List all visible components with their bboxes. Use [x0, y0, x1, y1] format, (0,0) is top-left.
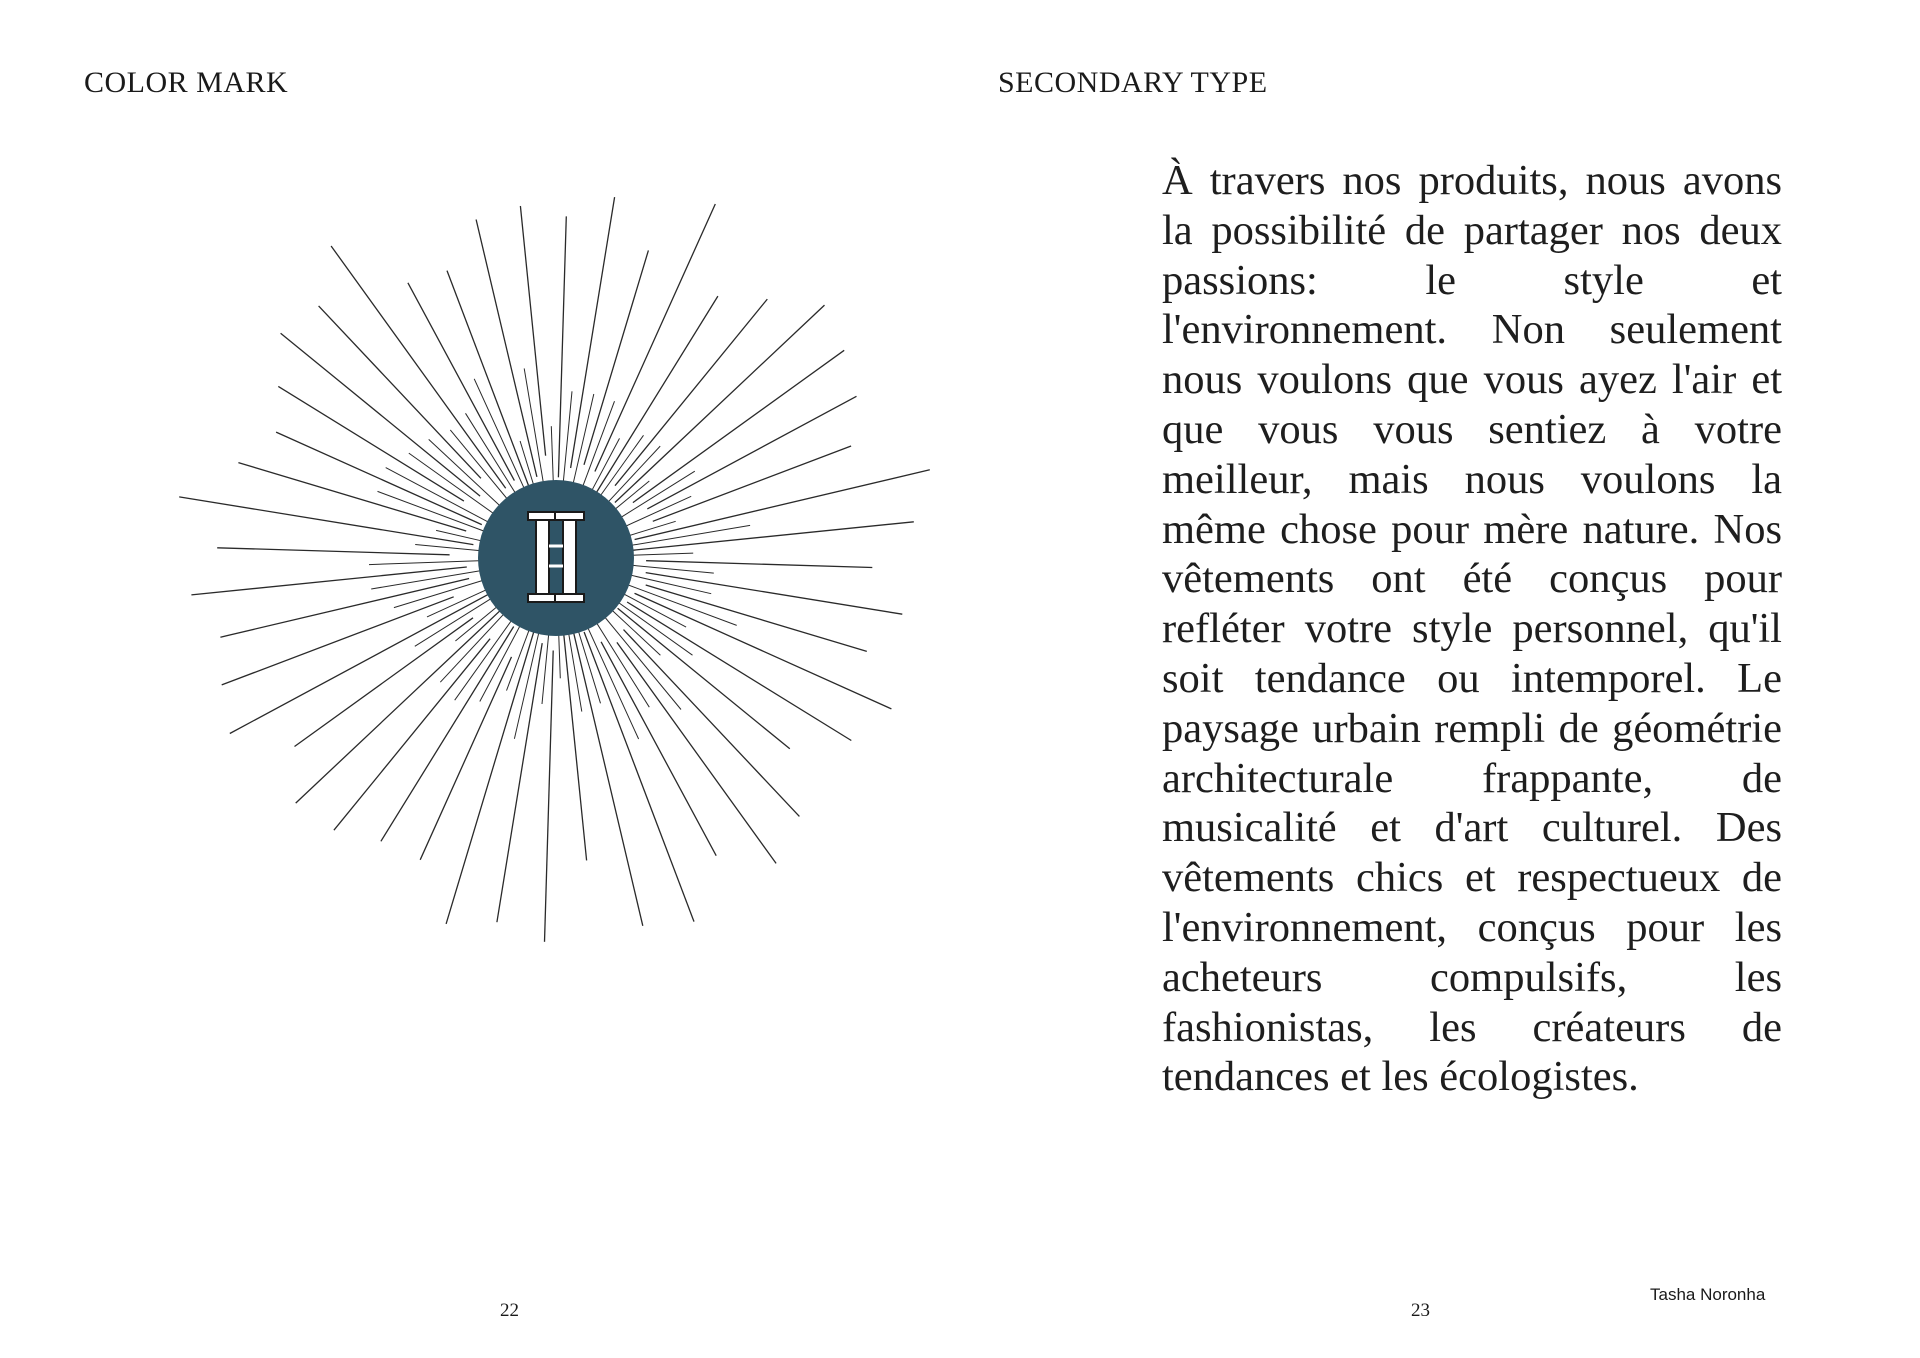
sunburst-ray — [415, 545, 486, 552]
sunburst-mark — [156, 150, 956, 970]
sunburst-ray — [584, 632, 694, 922]
sunburst-ray — [571, 197, 615, 468]
sunburst-ray — [427, 587, 492, 617]
sunburst-ray — [617, 642, 776, 863]
sunburst-ray — [584, 250, 648, 464]
sunburst-ray — [595, 204, 715, 472]
sunburst-ray — [281, 333, 481, 496]
sunburst-ray — [296, 608, 503, 803]
sunburst-ray — [447, 271, 531, 493]
page-number-right: 23 — [1411, 1300, 1430, 1321]
sunburst-ray — [545, 651, 554, 942]
sunburst-ray — [622, 583, 737, 626]
sunburst-ray — [646, 561, 872, 568]
sunburst-ray — [646, 585, 867, 651]
sunburst-ray — [647, 396, 856, 509]
sunburst-ray — [446, 629, 534, 924]
sunburst-ray — [415, 595, 497, 646]
sunburst-ray — [626, 565, 714, 573]
author-credit: Tasha Noronha — [1650, 1285, 1766, 1304]
section-title-color-mark: COLOR MARK — [84, 66, 289, 99]
sunburst-ray — [596, 296, 718, 494]
sunburst-ray — [278, 386, 464, 501]
sunburst-ray — [625, 525, 750, 546]
sunburst-ray — [615, 299, 767, 486]
sunburst-ray — [524, 368, 544, 489]
sunburst-ray — [331, 246, 506, 488]
sunburst-ray — [381, 627, 514, 842]
sunburst-ray — [295, 618, 474, 747]
sunburst-ray — [633, 350, 844, 502]
sunburst-ray — [369, 561, 486, 565]
sunburst-ray — [613, 599, 693, 656]
sunburst-ray — [334, 639, 490, 831]
page-number-left: 22 — [500, 1300, 519, 1321]
sunburst-ray — [615, 305, 825, 502]
sunburst-ray — [371, 570, 487, 589]
color-mark-emblem — [156, 150, 956, 970]
sunburst-ray — [476, 220, 537, 477]
mark-circle — [478, 480, 634, 636]
sunburst-ray — [558, 216, 566, 477]
sunburst-ray — [420, 657, 511, 860]
body-paragraph: À travers nos produits, nous avons la possibilité de partager nos deux passions: le style et l'environnement. Non seulement nous voulons que vous ayez l'air et que vous vous sentiez à votre meilleur, mais nous voulons la même chose pour mère nature. Nos vêtements ont été conçus pour refléter votre style personnel, qu'il soit tendance ou intemporel. Le paysage urbain rempli de géométrie architecturale frappante, de musicalité et d'art culturel. Des vêtements chics et respectueux de l'environnement, conçus pour les acheteurs compulsifs, les fashionistas, les créateurs de tendances et les écologistes. — [1162, 157, 1782, 1101]
sunburst-ray — [589, 438, 620, 496]
right-page — [960, 0, 1920, 1358]
sunburst-ray — [620, 496, 692, 529]
sunburst-ray — [551, 426, 553, 488]
sunburst-ray — [593, 617, 649, 707]
sunburst-ray — [238, 463, 466, 531]
sunburst-ray — [217, 548, 449, 555]
section-title-secondary-type: SECONDARY TYPE — [998, 66, 1268, 99]
sunburst-ray — [627, 522, 914, 551]
sunburst-ray — [646, 573, 903, 615]
sunburst-ray — [574, 632, 643, 926]
sunburst-ray — [626, 553, 693, 555]
sunburst-ray — [466, 413, 519, 498]
sunburst-ray — [581, 401, 615, 492]
sunburst-ray — [624, 630, 800, 817]
sunburst-ray — [635, 470, 930, 540]
sunburst-ray — [386, 468, 495, 526]
sunburst-ray — [542, 628, 549, 704]
sunburst-ray — [440, 609, 508, 682]
sunburst-ray — [319, 306, 481, 478]
sunburst-ray — [230, 593, 491, 734]
sunburst-ray — [497, 643, 542, 922]
sunburst-ray — [627, 602, 851, 741]
sunburst-ray — [653, 446, 851, 521]
sunburst-ray — [615, 471, 695, 521]
sunburst-ray — [191, 567, 466, 595]
sunburst-ray — [179, 497, 473, 545]
sunburst-ray — [474, 379, 527, 495]
sunburst-ray — [378, 491, 491, 533]
sunburst-ray — [563, 391, 572, 488]
sunburst-ray — [635, 593, 892, 709]
sunburst-ray — [564, 635, 587, 861]
sunburst-ray — [220, 579, 469, 638]
